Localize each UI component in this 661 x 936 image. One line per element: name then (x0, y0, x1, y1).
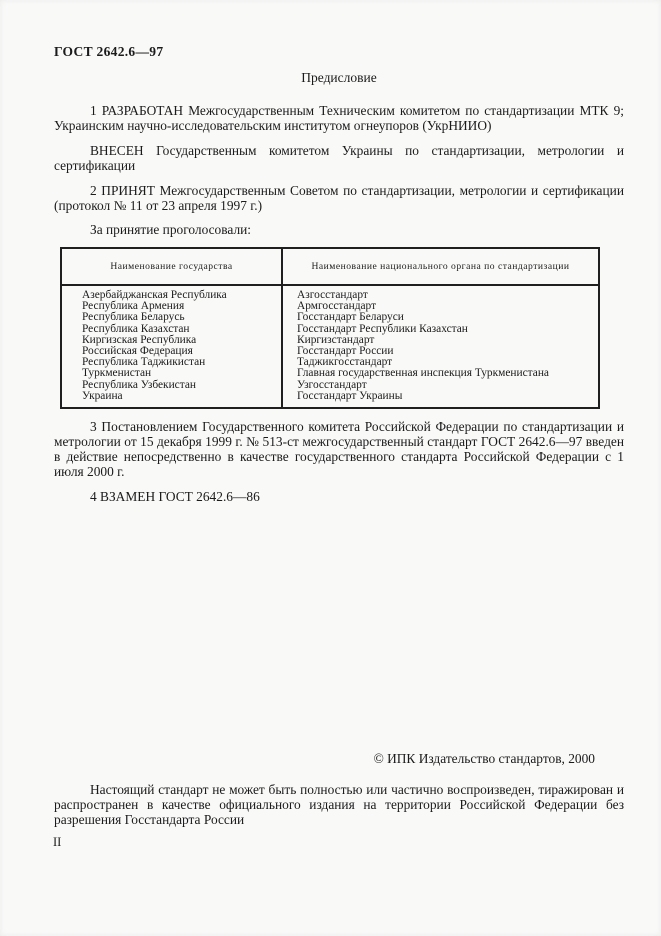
country-cell: Азербайджанская Республика (61, 285, 282, 301)
table-row (61, 312, 599, 323)
org-cell: Главная государственная инспекция Туркменистана (282, 368, 599, 379)
page-number: II (53, 835, 62, 849)
paragraph-replaces: 4 ВЗАМЕН ГОСТ 2642.6—86 (90, 489, 260, 505)
country-cell: Туркменистан (61, 368, 282, 379)
paragraph-submitted: ВНЕСЕН Государственным комитетом Украины по стандартизации, метрологии и сертификации (54, 143, 624, 173)
table-row (61, 368, 599, 379)
copyright-line: © ИПК Издательство стандартов, 2000 (373, 751, 595, 766)
country-cell: Украина (61, 391, 282, 408)
paragraph-developed: 1 РАЗРАБОТАН Межгосударственным Техническим комитетом по стандартизации МТК 9; Украинским научно-исследовательским институтом огнеупоров (УкрНИИО) (54, 103, 624, 133)
country-cell: Российская Федерация (61, 346, 282, 357)
org-cell: Киргизстандарт (282, 335, 599, 346)
vote-table (60, 247, 600, 409)
paragraph-adopted: 2 ПРИНЯТ Межгосударственным Советом по стандартизации, метрологии и сертификации (протокол № 11 от 23 апреля 1997 г.) (54, 183, 624, 213)
reproduction-notice: Настоящий стандарт не может быть полностью или частично воспроизведен, тиражирован и распространен в качестве официального издания на территории Российской Федерации без разрешения Госстандарта России (54, 782, 624, 827)
vote-intro-text: За принятие проголосовали: (90, 222, 252, 237)
country-cell: Республика Казахстан (61, 324, 282, 335)
org-cell: Госстандарт Беларуси (282, 312, 599, 323)
table-row (61, 285, 599, 301)
country-cell: Республика Таджикистан (61, 357, 282, 368)
doc-number: ГОСТ 2642.6—97 (54, 44, 164, 59)
country-cell: Республика Армения (61, 301, 282, 312)
paragraph-enacted: 3 Постановлением Государственного комитета Российской Федерации по стандартизации и метрологии от 15 декабря 1999 г. № 513-ст межгосударственный стандарт ГОСТ 2642.6—97 введен в действие непосредственно в качестве государственного стандарта Российской Федерации с 1 июля 2000 г. (54, 419, 624, 480)
country-cell: Киргизская Республика (61, 335, 282, 346)
table-header-row (61, 248, 599, 285)
header-country: Наименование государства (61, 248, 282, 285)
page-footer (54, 751, 624, 850)
country-cell: Республика Беларусь (61, 312, 282, 323)
org-cell: Госстандарт Республики Казахстан (282, 324, 599, 335)
org-cell: Армгосстандарт (282, 301, 599, 312)
header-org: Наименование национального органа по стандартизации (282, 248, 599, 285)
preface-title: Предисловие (301, 70, 377, 85)
org-cell: Госстандарт Украины (282, 391, 599, 408)
table-row (61, 391, 599, 408)
org-cell: Таджикгосстандарт (282, 357, 599, 368)
org-cell: Азгосстандарт (282, 285, 599, 301)
country-cell: Республика Узбекистан (61, 380, 282, 391)
org-cell: Госстандарт России (282, 346, 599, 357)
org-cell: Узгосстандарт (282, 380, 599, 391)
vote-table-body (61, 285, 599, 408)
